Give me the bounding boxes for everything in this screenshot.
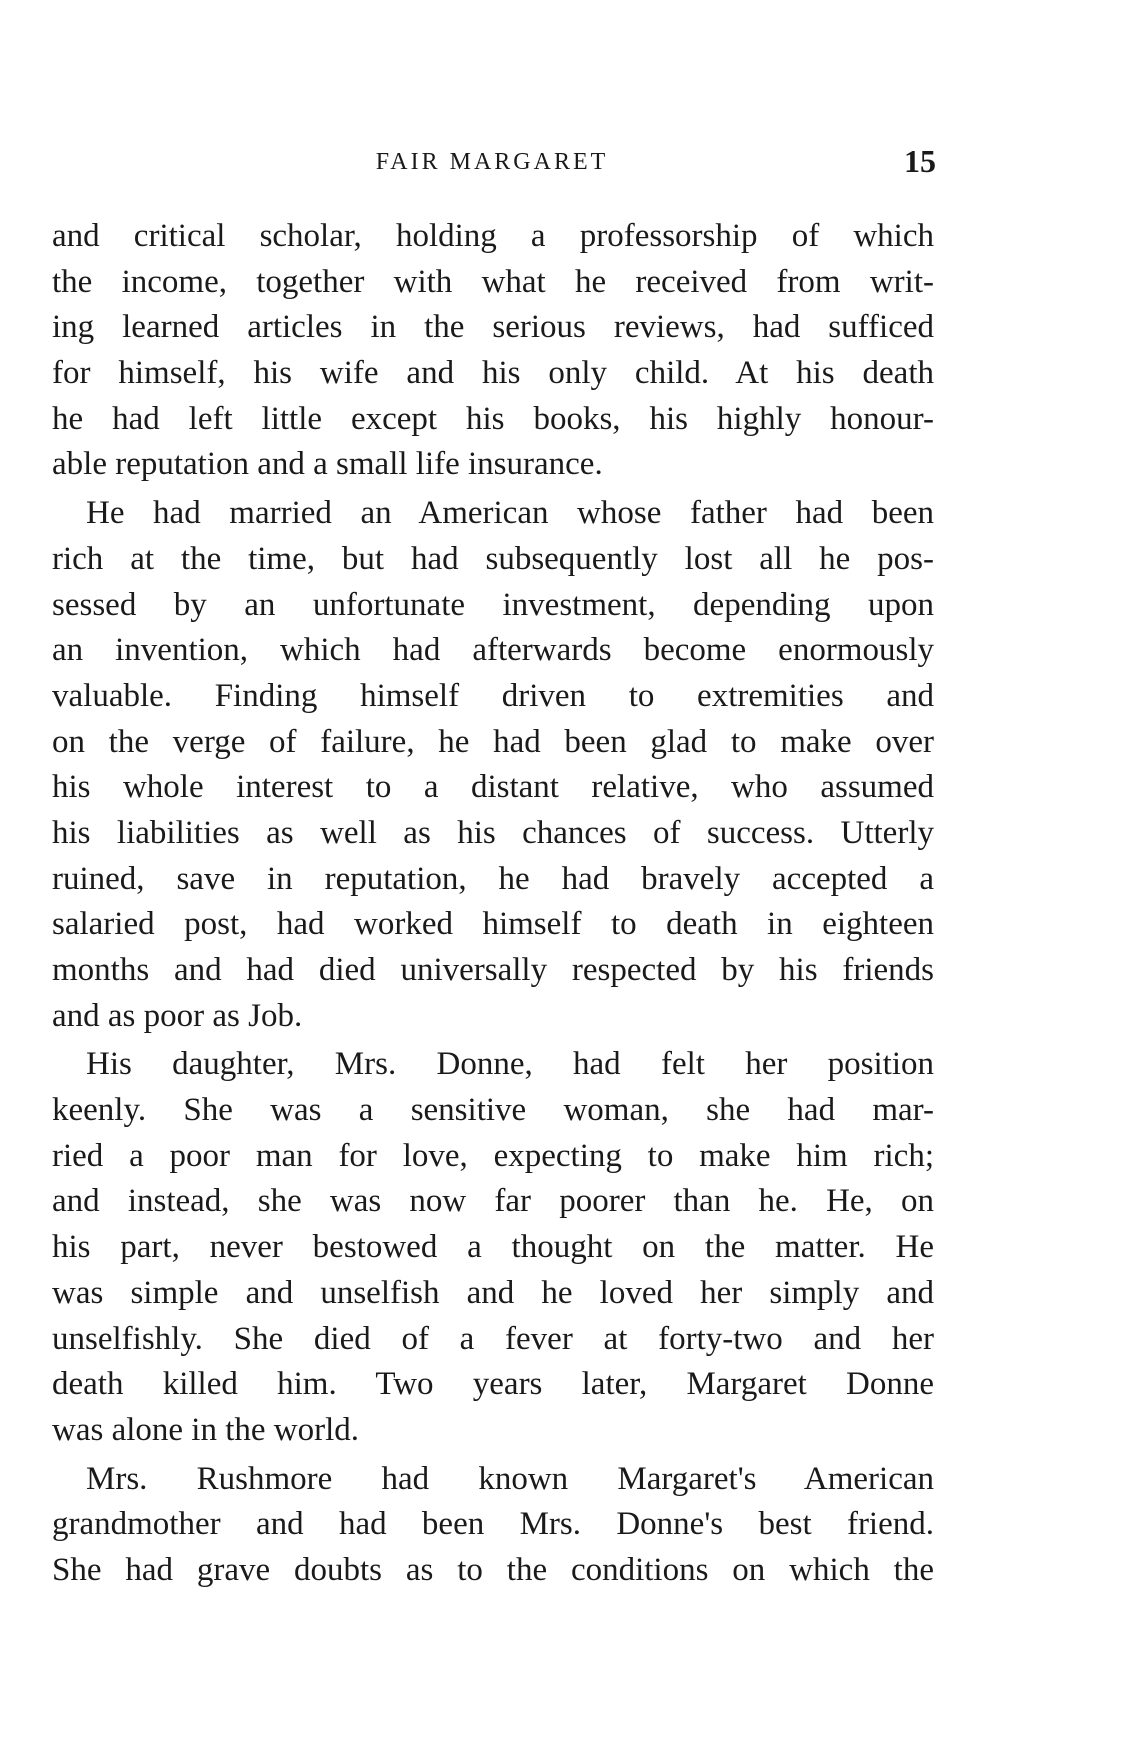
text-line: for himself, his wife and his only child. At his death	[52, 355, 934, 392]
running-title: FAIR MARGARET	[375, 149, 609, 175]
text-line: and as poor as Job.	[52, 997, 303, 1034]
text-line: ruined, save in reputation, he had bravely accepted a	[52, 860, 934, 897]
text-line: his liabilities as well as his chances of success. Utterly	[52, 814, 934, 851]
text-line: able reputation and a small life insurance.	[52, 446, 603, 483]
text-line: unselfishly. She died of a fever at forty-two and her	[52, 1320, 934, 1357]
page-number: 15	[904, 143, 936, 179]
text-line: his part, never bestowed a thought on the matter. He	[52, 1229, 934, 1266]
text-line: on the verge of failure, he had been glad to make over	[52, 723, 934, 760]
text-line: keenly. She was a sensitive woman, she had mar-	[52, 1092, 934, 1129]
text-line: grandmother and had been Mrs. Donne's best friend.	[52, 1506, 934, 1543]
text-line: his whole interest to a distant relative, who assumed	[52, 769, 934, 806]
text-line: was simple and unselfish and he loved her simply and	[52, 1274, 934, 1311]
text-line: ried a poor man for love, expecting to make him rich;	[52, 1137, 934, 1174]
text-line: was alone in the world.	[52, 1411, 360, 1448]
text-line: salaried post, had worked himself to death in eighteen	[52, 906, 934, 943]
text-line: months and had died universally respected by his friends	[52, 952, 934, 988]
text-line: the income, together with what he received from writ-	[52, 263, 934, 300]
text-line: death killed him. Two years later, Margaret Donne	[52, 1366, 934, 1403]
body-text	[52, 214, 934, 1594]
text-line: he had left little except his books, his highly honour-	[52, 400, 934, 437]
text-line: and critical scholar, holding a professorship of which	[52, 218, 934, 254]
text-line: Mrs. Rushmore had known Margaret's American	[86, 1460, 934, 1497]
text-line: and instead, she was now far poorer than he. He, on	[52, 1183, 934, 1220]
text-line: She had grave doubts as to the conditions on which the	[52, 1551, 934, 1588]
text-line: ing learned articles in the serious reviews, had sufficed	[52, 309, 934, 346]
text-line: sessed by an unfortunate investment, depending upon	[52, 586, 934, 623]
text-line: rich at the time, but had subsequently lost all he pos-	[52, 540, 934, 577]
text-line: an invention, which had afterwards become enormously	[52, 632, 934, 669]
text-line: He had married an American whose father had been	[86, 495, 934, 532]
running-head	[52, 143, 936, 183]
text-line: His daughter, Mrs. Donne, had felt her position	[86, 1046, 934, 1083]
text-line: valuable. Finding himself driven to extremities and	[52, 677, 934, 714]
